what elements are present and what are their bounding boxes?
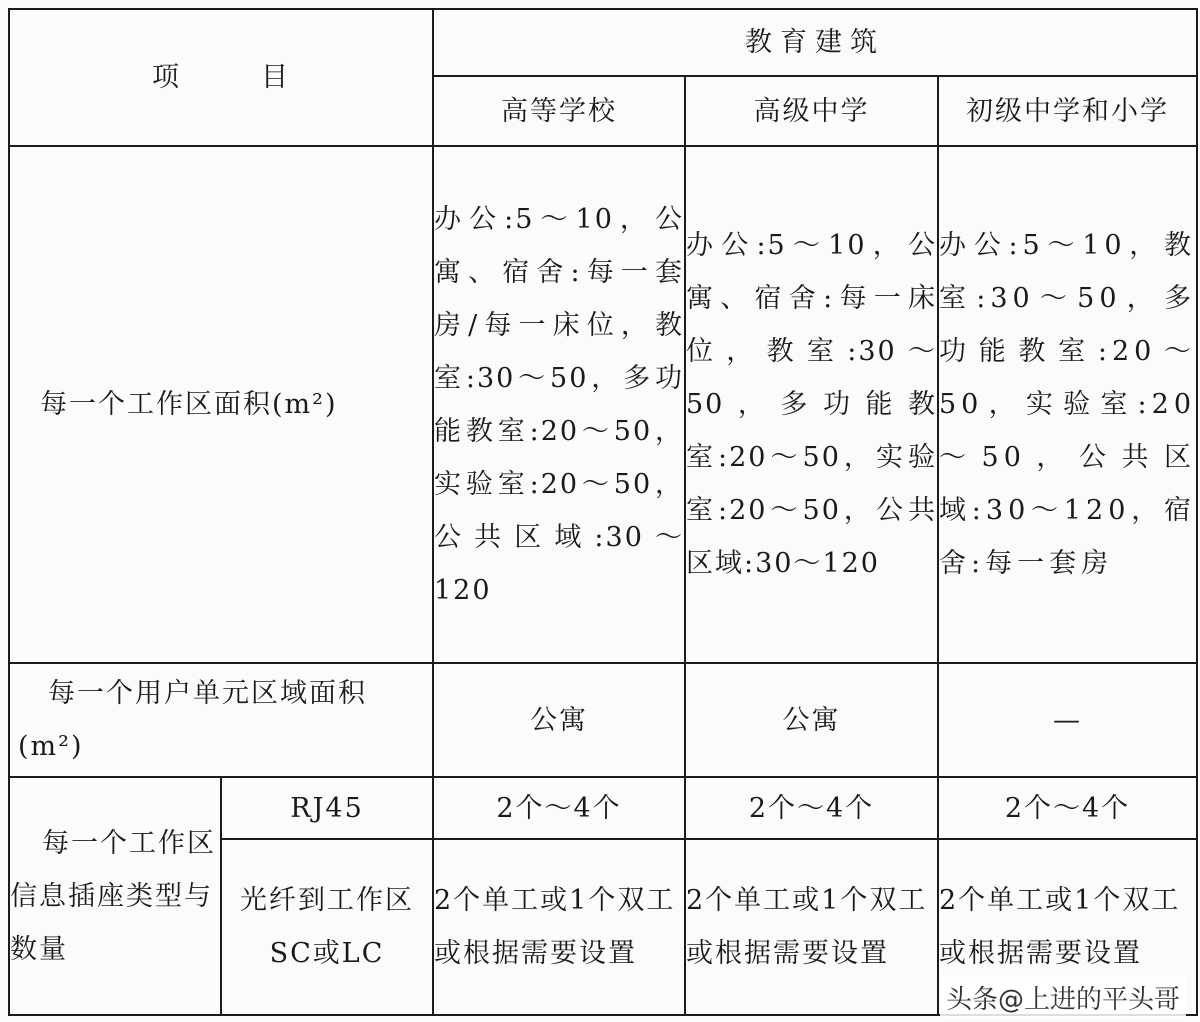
rj45-label: RJ45 — [221, 777, 433, 839]
unit-label: 每一个用户单元区域面积(m²) — [9, 663, 433, 777]
fiber-label: 光纤到工作区SC或LC — [221, 839, 433, 1015]
item-header-cell — [9, 9, 433, 146]
workarea-value-junior-primary: 办公:5～10，教室:30～50，多功能教室:20～50，实验室:20～50，公共区域:30～120，宿舍:每一套房 — [938, 146, 1197, 663]
fiber-value-senior-high: 2个单工或1个双工或根据需要设置 — [685, 839, 938, 1015]
fiber-value-junior-primary: 2个单工或1个双工或根据需要设置 — [938, 839, 1197, 1015]
unit-row — [9, 663, 1197, 777]
outlet-label-text: 每一个工作区信息插座类型与数量 — [10, 827, 216, 965]
unit-value-university: 公寓 — [433, 663, 685, 777]
column-header-junior-primary: 初级中学和小学 — [938, 76, 1197, 146]
education-building-header: 教育建筑 — [433, 9, 1197, 76]
outlet-label — [9, 777, 221, 1015]
watermark-text: 头条@上进的平头哥 — [940, 977, 1186, 1018]
rj45-value-senior-high: 2个～4个 — [685, 777, 938, 839]
item-header-char-a: 项 — [152, 62, 181, 93]
item-header-char-b: 目 — [261, 62, 290, 93]
rj45-value-junior-primary: 2个～4个 — [938, 777, 1197, 839]
standards-table — [8, 8, 1198, 1016]
rj45-row — [9, 777, 1197, 839]
column-header-university: 高等学校 — [433, 76, 685, 146]
workarea-label: 每一个工作区面积(m²) — [9, 146, 433, 663]
header-row-group — [9, 9, 1197, 76]
fiber-value-university: 2个单工或1个双工或根据需要设置 — [433, 839, 685, 1015]
workarea-value-university: 办公:5～10，公寓、宿舍:每一套房/每一床位，教室:30～50，多功能教室:20～50，实验室:20～50，公共区域:30～120 — [433, 146, 685, 663]
workarea-value-senior-high: 办公:5～10，公寓、宿舍:每一床位，教室:30～50，多功能教室:20～50，实验室:20～50，公共区域:30～120 — [685, 146, 938, 663]
column-header-senior-high: 高级中学 — [685, 76, 938, 146]
unit-value-junior-primary: — — [938, 663, 1197, 777]
unit-value-senior-high: 公寓 — [685, 663, 938, 777]
workarea-row — [9, 146, 1197, 663]
rj45-value-university: 2个～4个 — [433, 777, 685, 839]
